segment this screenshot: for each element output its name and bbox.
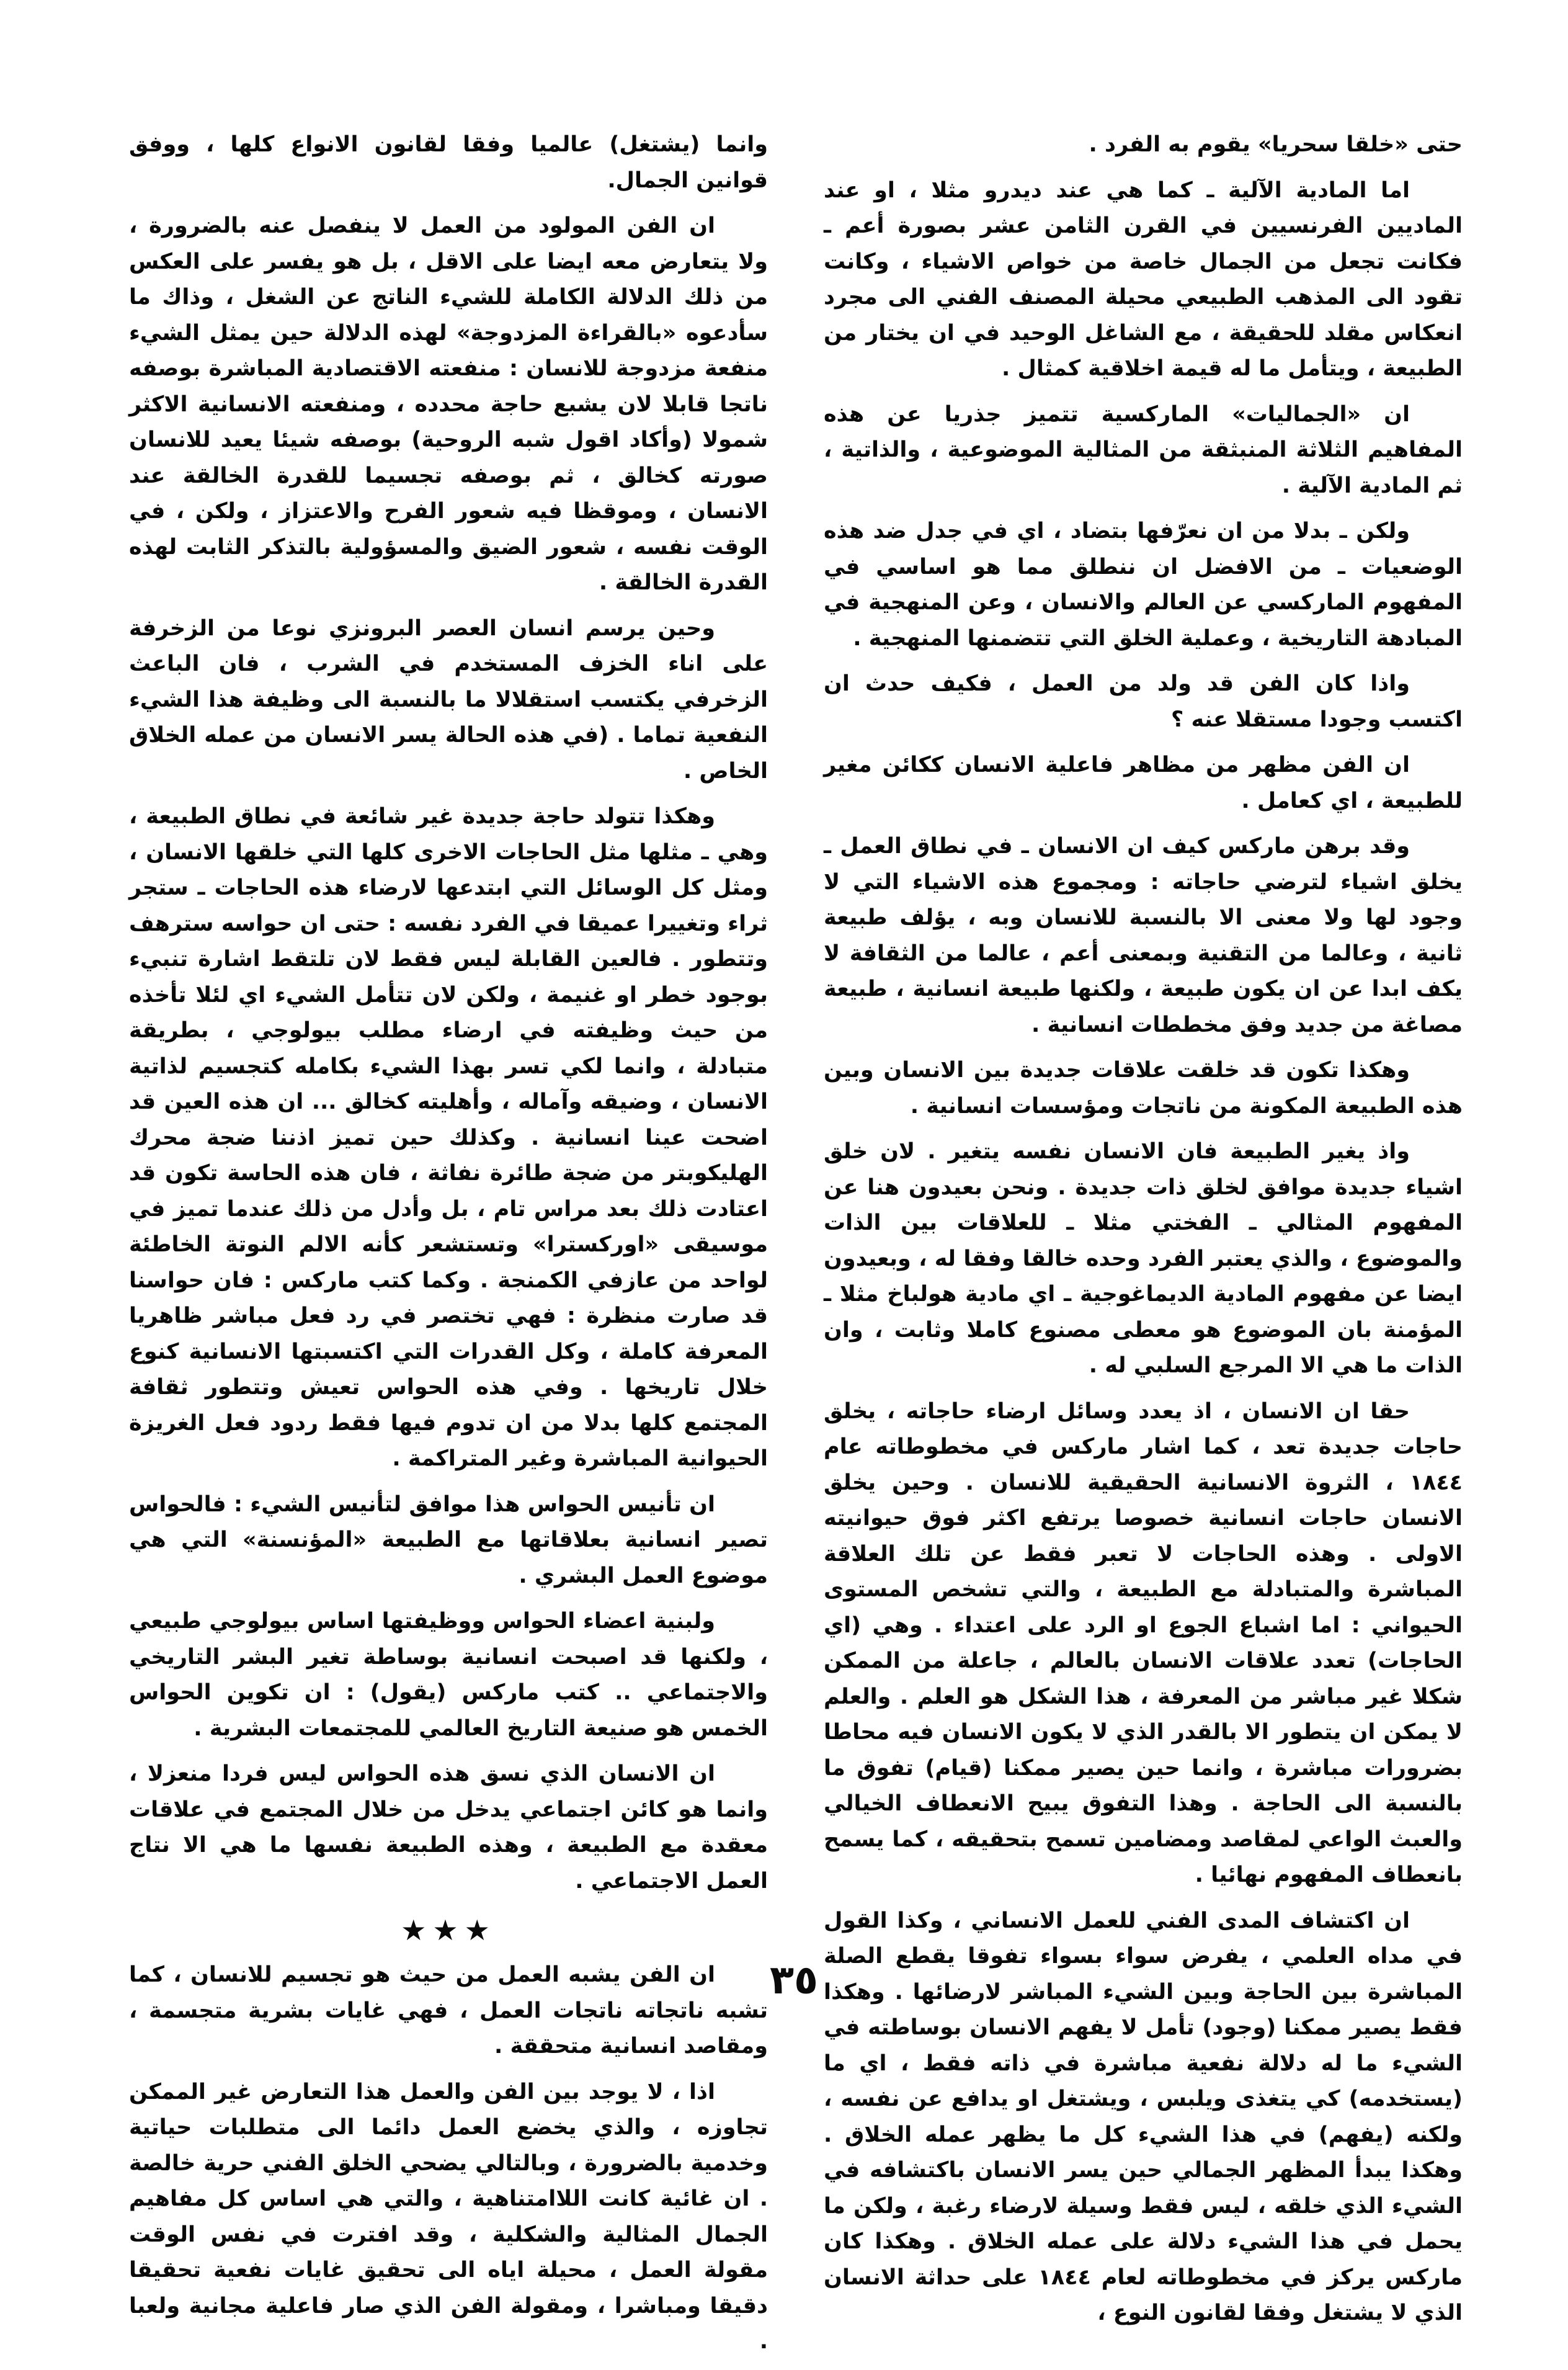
paragraph: حقا ان الانسان ، اذ يعدد وسائل ارضاء حاجاته ، يخلق حاجات جديدة تعد ، كما اشار ماركس في مخطوطاته عام ١٨٤٤ ، الثروة الانسانية الحقيقية للانسان . وحين يخلق الانسان حاجات انسانية خصوصا يرتفع اكثر فوق حيوانيته الاولى . وهذه الحاجات لا تعبر فقط عن تلك العلاقة المباشرة والمتبادلة مع الطبيعة ، والتي تشخص المستوى الحيواني : اما اشباع الجوع او الرد على اعتداء . وهي (اي الحاجات) تعدد علاقات الانسان بالعالم ، جاعلة من الممكن شكلا غير مباشر من المعرفة ، هذا الشكل هو العلم . والعلم لا يمكن ان يتطور الا بالقدر الذي لا يكون الانسان فيه محاطا بضرورات مباشرة ، وانما حين يصير ممكنا (قيام) تفوق ما بالنسبة الى الحاجة . وهذا التفوق يبيح الانعطاف الخيالي والعبث الواعي لمقاصد ومضامين تسمح بتحقيقه ، كما يسمح بانعطاف المفهوم نهائيا . (824, 1398, 1463, 1887)
paragraph: حتى «خلقا سحريا» يقوم به الفرد . (1089, 132, 1463, 157)
paragraph: ان الفن مظهر من مظاهر فاعلية الانسان ككائن مغير للطبيعة ، اي كعامل . (824, 753, 1463, 813)
page-number: ٣٥ (769, 1957, 819, 2003)
paragraph: واذ يغير الطبيعة فان الانسان نفسه يتغير . لان خلق اشياء جديدة موافق لخلق ذات جديدة . ونحن بعيدون هنا عن المفهوم المثالي ـ الفختي مثلا ـ للعلاقات بين الذات والموضوع ، والذي يعتبر الفرد وحده خالقا وفقا له ، وبعيدون ايضا عن مفهوم المادية الديماغوجية ـ اي مادية هولباخ مثلا ـ المؤمنة بان الموضوع هو معطى مصنوع كاملا وثابت ، وان الذات ما هي الا المرجع السلبي له . (824, 1139, 1463, 1378)
paragraph: ان الفن يشبه العمل من حيث هو تجسيم للانسان ، كما تشبه ناتجاته ناتجات العمل ، فهي غايات بشرية متجسمة ، ومقاصد انسانية متحققة . (129, 1962, 768, 2059)
paragraph: ولبنية اعضاء الحواس ووظيفتها اساس بيولوجي طبيعي ، ولكنها قد اصبحت انسانية بوساطة تغير البشر التاريخي والاجتماعي .. كتب ماركس (يقول) : ان تكوين الحواس الخمس هو صنيعة التاريخ العالمي للمجتمعات البشرية . (129, 1609, 768, 1741)
paragraph: وهكذا تكون قد خلقت علاقات جديدة بين الانسان وبين هذه الطبيعة المكونة من ناتجات ومؤسسات انسانية . (824, 1058, 1463, 1119)
paragraph: ولكن ـ بدلا من ان نعرّفها بتضاد ، اي في جدل ضد هذه الوضعيات ـ من الافضل ان ننطلق مما هو اساسي في المفهوم الماركسي عن العالم والانسان ، وعن المنهجية في المبادهة التاريخية ، وعملية الخلق التي تتضمنها المنهجية . (824, 519, 1463, 651)
left-column (129, 127, 768, 2370)
paragraph: ان الفن المولود من العمل لا ينفصل عنه بالضرورة ، ولا يتعارض معه ايضا على الاقل ، بل هو يفسر على العكس من ذلك الدلالة الكاملة للشيء الناتج عن الشغل ، وذاك ما سأدعوه «بالقراءة المزدوجة» لهذه الدلالة حين يمثل الشيء منفعة مزدوجة للانسان : منفعته الاقتصادية المباشرة بوصفه ناتجا قابلا لان يشبع حاجة محدده ، ومنفعته الانسانية الاكثر شمولا (وأكاد اقول شبه الروحية) بوصفه شيئا يعيد للانسان صورته كخالق ، ثم بوصفه تجسيما للقدرة الخالقة عند الانسان ، وموقظا فيه شعور الفرح والاعتزاز ، ولكن ، في الوقت نفسه ، شعور الضيق والمسؤولية بالتذكر الثابت لهذه القدرة الخالقة . (129, 213, 768, 595)
paragraph: اذا ، لا يوجد بين الفن والعمل هذا التعارض غير الممكن تجاوزه ، والذي يخضع العمل دائما الى متطلبات حياتية وخدمية بالضرورة ، وبالتالي يضحي الخلق الفني حرية خالصة . ان غائية كانت اللاامتناهية ، والتي هي اساس كل مفاهيم الجمال المثالية والشكلية ، وقد افترت في نفس الوقت مقولة العمل ، محيلة اياه الى تحقيق غايات نفعية تحقيقا دقيقا ومباشرا ، ومقولة الفن الذي صار فاعلية مجانية ولعبا . (129, 2079, 768, 2354)
paragraph: وحين يرسم انسان العصر البرونزي نوعا من الزخرفة على اناء الخزف المستخدم في الشرب ، فان الباعث الزخرفي يكتسب استقلالا ما بالنسبة الى وظيفة هذا الشيء النفعية تماما . (في هذه الحالة يسر الانسان من عمله الخلاق الخاص . (129, 615, 768, 784)
right-column (824, 127, 1463, 2341)
section-separator-stars-icon: ★★★ (401, 1913, 496, 1947)
paragraph: ان تأنيس الحواس هذا موافق لتأنيس الشيء : فالحواس تصير انسانية بعلاقاتها مع الطبيعة «المؤنسنة» التي هي موضوع العمل البشري . (129, 1491, 768, 1588)
paragraph: ان «الجماليات» الماركسية تتميز جذريا عن هذه المفاهيم الثلاثة المنبثقة من المثالية الموضوعية ، والذاتية ، ثم المادية الآلية . (824, 401, 1463, 498)
paragraph: ان اكتشاف المدى الفني للعمل الانساني ، وكذا القول في مداه العلمي ، يفرض سواء بسواء تفوقا يقطع الصلة المباشرة بين الحاجة وبين الشيء المباشر لارضائها . وهكذا فقط يصير ممكنا (وجود) تأمل لا يفهم الانسان بوساطته في الشيء ما له دلالة نفعية مباشرة في ذاته فقط ، اي ما (يستخدمه) كي يتغذى ويلبس ، ويشتغل او يدافع عن نفسه ، ولكنه (يفهم) في هذا الشيء كل ما يظهر عمله الخلاق . وهكذا يبدأ المظهر الجمالي حين يسر الانسان باكتشافه في الشيء الذي خلقه ، ليس فقط وسيلة لارضاء رغبة ، ولكن ما يحمل في هذا الشيء دلالة على عمله الخلاق . وهكذا كان ماركس يركز في مخطوطاته لعام ١٨٤٤ على حداثة الانسان الذي لا يشتغل وفقا لقانون النوع ، (824, 1908, 1463, 2325)
paragraph: ان الانسان الذي نسق هذه الحواس ليس فردا منعزلا ، وانما هو كائن اجتماعي يدخل من خلال المجتمع في علاقات معقدة مع الطبيعة ، وهذه الطبيعة نفسها ما هي الا نتاج العمل الاجتماعي . (129, 1761, 768, 1894)
paragraph: وهكذا تتولد حاجة جديدة غير شائعة في نطاق الطبيعة ، وهي ـ مثلها مثل الحاجات الاخرى كلها التي خلقها الانسان ، ومثل كل الوسائل التي ابتدعها لارضاء هذه الحاجات ـ ستجر ثراء وتغييرا عميقا في الفرد نفسه : حتى ان حواسه سترهف وتتطور . فالعين القابلة ليس فقط لان تلتقط اشارة تنبيء بوجود خطر او غنيمة ، ولكن لان تتأمل الشيء اي لئلا تأخذه من حيث وظيفته في ارضاء مطلب بيولوجي ، بطريقة متبادلة ، وانما لكي تسر بهذا الشيء بكامله كتجسيم لذاتية الانسان ، وضيقه وآماله ، وأهليته كخالق ... ان هذه العين قد اضحت عينا انسانية . وكذلك حين تميز اذننا ضجة محرك الهليكوبتر من ضجة طائرة نفاثة ، فان هذه الحاسة تكون قد اعتادت ذلك بعد مراس تام ، بل وأدل من ذلك عندما تميز في موسيقى «اوركسترا» وتستشعر كأنه الالم النوتة الخاطئة لواحد من عازفي الكمنجة . وكما كتب ماركس : فان حواسنا قد صارت منظرة : فهي تختصر في رد فعل مباشر ظاهريا المعرفة كاملة ، وكل القدرات التي اكتسبتها الانسانية كنوع خلال تاريخها . وفي هذه الحواس تعيش وتتطور ثقافة المجتمع كلها بدلا من ان تدوم فيها فقط ردود فعل الغريزة الحيوانية المباشرة وغير المتراكمة . (129, 804, 768, 1471)
paragraph: اما المادية الآلية ـ كما هي عند ديدرو مثلا ، او عند الماديين الفرنسيين في القرن الثامن عشر بصورة أعم ـ فكانت تجعل من الجمال خاصة من خواص الاشياء ، وكانت تقود الى المذهب الطبيعي محيلة المصنف الفني الى مجرد انعكاس مقلد للحقيقة ، مع الشاغل الوحيد في ان يختار من الطبيعة ، ويتأمل ما له قيمة اخلاقية كمثال . (824, 177, 1463, 381)
paragraph: واذا كان الفن قد ولد من العمل ، فكيف حدث ان اكتسب وجودا مستقلا عنه ؟ (824, 671, 1463, 732)
paragraph: وانما (يشتغل) عالميا وفقا لقانون الانواع كلها ، ووفق قوانين الجمال. (129, 132, 768, 193)
paragraph: وقد برهن ماركس كيف ان الانسان ـ في نطاق العمل ـ يخلق اشياء لترضي حاجاته : ومجموع هذه الاشياء التي لا وجود لها ولا معنى الا بالنسبة للانسان وبه ، يؤلف طبيعة ثانية ، وعالما من التقنية وبمعنى أعم ، عالما من الثقافة لا يكف ابدا عن ان يكون طبيعة ، ولكنها طبيعة انسانية ، طبيعة مصاغة من جديد وفق مخططات انسانية . (824, 834, 1463, 1037)
